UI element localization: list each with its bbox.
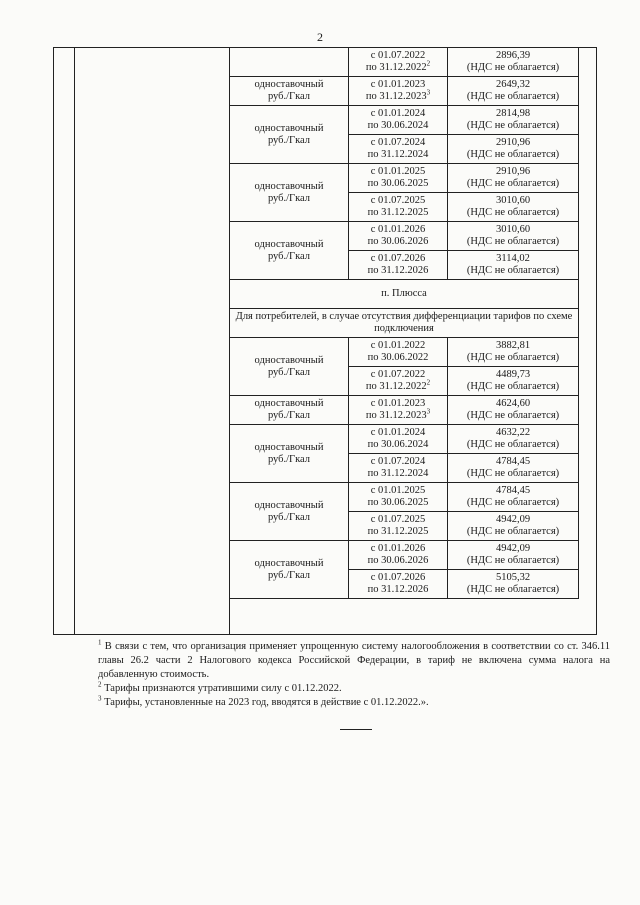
vat-note: (НДС не облагается) — [466, 120, 560, 131]
tariff-value: 4942,09 — [495, 514, 531, 525]
period-to: по 31.12.2026 — [367, 584, 429, 595]
period-cell — [349, 454, 448, 483]
vat-note: (НДС не облагается) — [466, 352, 560, 363]
period-from: с 01.07.2026 — [370, 253, 426, 264]
unit-cell — [230, 77, 349, 106]
footnote-ref: 2 — [426, 378, 431, 387]
vat-note: (НДС не облагается) — [466, 91, 560, 102]
period-from: с 01.01.2022 — [370, 340, 426, 351]
tariff-value: 2649,32 — [495, 79, 531, 90]
tariff-table — [229, 47, 579, 599]
tariff-value: 4942,09 — [495, 543, 531, 554]
tariff-value: 3882,81 — [495, 340, 531, 351]
table-row — [230, 338, 579, 367]
price-cell — [448, 106, 579, 135]
period-from: с 01.01.2026 — [370, 224, 426, 235]
period-to: по 30.06.2024 — [367, 439, 429, 450]
tariff-value: 4489,73 — [495, 369, 531, 380]
footnote-mark: 3 — [98, 694, 102, 703]
period-from: с 01.01.2024 — [370, 108, 426, 119]
tariff-type: одноставочный — [254, 398, 324, 409]
period-to: по 30.06.2026 — [367, 555, 429, 566]
footnote-ref: 3 — [426, 88, 431, 97]
footnote — [98, 640, 610, 682]
section-title: п. Плюсса — [230, 280, 579, 309]
price-cell — [448, 222, 579, 251]
period-to: по 30.06.2026 — [367, 236, 429, 247]
price-cell — [448, 164, 579, 193]
period-to: по 30.06.2025 — [367, 178, 429, 189]
vat-note: (НДС не облагается) — [466, 555, 560, 566]
footnote-text: Тарифы, установленные на 2023 год, вводятся в действие с 01.12.2022.». — [101, 697, 429, 708]
period-to: по 30.06.2024 — [367, 120, 429, 131]
period-cell — [349, 135, 448, 164]
unit-cell — [230, 338, 349, 396]
period-from: с 01.07.2022 — [370, 50, 426, 61]
section-subtitle-row — [230, 309, 579, 338]
footnote-ref: 2 — [426, 59, 431, 68]
price-cell — [448, 454, 579, 483]
page-number: 2 — [317, 30, 323, 44]
price-cell — [448, 48, 579, 77]
period-cell — [349, 541, 448, 570]
period-cell — [349, 77, 448, 106]
vat-note: (НДС не облагается) — [466, 497, 560, 508]
footnotes — [98, 640, 610, 710]
period-cell — [349, 512, 448, 541]
vat-note: (НДС не облагается) — [466, 265, 560, 276]
table-row — [230, 164, 579, 193]
tariff-type: одноставочный — [254, 79, 324, 90]
price-cell — [448, 570, 579, 599]
tariff-value: 2910,96 — [495, 137, 531, 148]
tariff-value: 2910,96 — [495, 166, 531, 177]
vat-note: (НДС не облагается) — [466, 381, 560, 392]
price-cell — [448, 512, 579, 541]
tariff-type: одноставочный — [254, 238, 324, 250]
unit-cell-empty — [230, 48, 349, 77]
unit-cell — [230, 483, 349, 541]
period-to: по 31.12.2026 — [367, 265, 429, 276]
table-row — [230, 483, 579, 512]
period-from: с 01.07.2022 — [370, 369, 426, 380]
vat-note: (НДС не облагается) — [466, 207, 560, 218]
tariff-unit: руб./Гкал — [267, 453, 311, 465]
period-to: по 31.12.2024 — [367, 149, 429, 160]
tariff-unit: руб./Гкал — [267, 366, 311, 378]
vat-note: (НДС не облагается) — [466, 410, 560, 421]
footnote-ref: 3 — [426, 407, 431, 416]
footnote-text: В связи с тем, что организация применяет упрощенную систему налогообложения в соответствии со ст. 346.11 главы 26.2 части 2 Налогового кодекса Российской Федерации, в тариф не включена сумма налога на добавленную стоимость. — [98, 641, 610, 680]
period-from: с 01.01.2024 — [370, 427, 426, 438]
price-cell — [448, 193, 579, 222]
footnote-mark: 2 — [98, 680, 102, 689]
tariff-value: 3010,60 — [495, 224, 531, 235]
price-cell — [448, 396, 579, 425]
period-cell — [349, 338, 448, 367]
tariff-type: одноставочный — [254, 122, 324, 134]
tariff-unit: руб./Гкал — [267, 91, 311, 102]
period-to: по 30.06.2022 — [367, 352, 429, 363]
vat-note: (НДС не облагается) — [466, 62, 560, 73]
tariff-value: 4784,45 — [495, 456, 531, 467]
period-to: по 31.12.2024 — [367, 468, 429, 479]
tariff-type: одноставочный — [254, 354, 324, 366]
period-to: по 31.12.2022 — [365, 381, 427, 392]
period-from: с 01.07.2024 — [370, 137, 426, 148]
period-cell — [349, 106, 448, 135]
vat-note: (НДС не облагается) — [466, 236, 560, 247]
period-from: с 01.01.2026 — [370, 543, 426, 554]
vat-note: (НДС не облагается) — [466, 468, 560, 479]
organization-column — [74, 48, 230, 634]
unit-cell — [230, 222, 349, 280]
period-cell — [349, 193, 448, 222]
period-to: по 31.12.2023 — [365, 91, 427, 102]
tariff-value: 4784,45 — [495, 485, 531, 496]
footnote — [98, 696, 610, 710]
period-from: с 01.01.2025 — [370, 485, 426, 496]
tariff-value: 5105,32 — [495, 572, 531, 583]
period-to: по 31.12.2025 — [367, 526, 429, 537]
price-cell — [448, 367, 579, 396]
period-cell — [349, 251, 448, 280]
period-from: с 01.07.2026 — [370, 572, 426, 583]
period-from: с 01.07.2025 — [370, 514, 426, 525]
period-cell — [349, 396, 448, 425]
period-to: по 31.12.2023 — [365, 410, 427, 421]
period-cell — [349, 367, 448, 396]
tariff-value: 3010,60 — [495, 195, 531, 206]
tariff-value: 2896,39 — [495, 50, 531, 61]
section-subtitle: Для потребителей, в случае отсутствия дифференциации тарифов по схеме подключения — [230, 309, 579, 338]
period-from: с 01.07.2025 — [370, 195, 426, 206]
section-title-row — [230, 280, 579, 309]
tariff-value: 2814,98 — [495, 108, 531, 119]
tariff-type: одноставочный — [254, 557, 324, 569]
period-from: с 01.07.2024 — [370, 456, 426, 467]
end-divider — [340, 729, 372, 730]
footnote-text: Тарифы признаются утратившими силу с 01.12.2022. — [101, 683, 342, 694]
price-cell — [448, 338, 579, 367]
footnote-mark: 1 — [98, 638, 102, 647]
period-to: по 30.06.2025 — [367, 497, 429, 508]
tariff-type: одноставочный — [254, 180, 324, 192]
tariff-unit: руб./Гкал — [267, 192, 311, 204]
price-cell — [448, 251, 579, 280]
tariff-unit: руб./Гкал — [267, 250, 311, 262]
tariff-unit: руб./Гкал — [267, 410, 311, 421]
period-cell — [349, 164, 448, 193]
vat-note: (НДС не облагается) — [466, 584, 560, 595]
vat-note: (НДС не облагается) — [466, 149, 560, 160]
table-row — [230, 77, 579, 106]
vat-note: (НДС не облагается) — [466, 439, 560, 450]
unit-cell — [230, 541, 349, 599]
unit-cell — [230, 396, 349, 425]
table-row — [230, 48, 579, 77]
price-cell — [448, 425, 579, 454]
period-from: с 01.01.2023 — [370, 398, 426, 409]
table-row — [230, 425, 579, 454]
period-from: с 01.01.2023 — [370, 79, 426, 90]
vat-note: (НДС не облагается) — [466, 526, 560, 537]
tariff-type: одноставочный — [254, 499, 324, 511]
price-cell — [448, 135, 579, 164]
period-cell — [349, 222, 448, 251]
period-cell — [349, 570, 448, 599]
tariff-value: 4632,22 — [495, 427, 531, 438]
period-to: по 31.12.2025 — [367, 207, 429, 218]
period-to: по 31.12.2022 — [365, 62, 427, 73]
price-cell — [448, 541, 579, 570]
tariff-unit: руб./Гкал — [267, 569, 311, 581]
tariff-type: одноставочный — [254, 441, 324, 453]
price-cell — [448, 483, 579, 512]
period-cell — [349, 48, 448, 77]
period-cell — [349, 425, 448, 454]
unit-cell — [230, 106, 349, 164]
unit-cell — [230, 164, 349, 222]
table-row — [230, 541, 579, 570]
tariff-value: 4624,60 — [495, 398, 531, 409]
price-cell — [448, 77, 579, 106]
period-cell — [349, 483, 448, 512]
period-from: с 01.01.2025 — [370, 166, 426, 177]
footnote — [98, 682, 610, 696]
row-number-column — [54, 48, 75, 634]
table-row — [230, 106, 579, 135]
tariff-value: 3114,02 — [496, 253, 530, 264]
vat-note: (НДС не облагается) — [466, 178, 560, 189]
tariff-unit: руб./Гкал — [267, 511, 311, 523]
unit-cell — [230, 425, 349, 483]
tariff-unit: руб./Гкал — [267, 134, 311, 146]
table-row — [230, 222, 579, 251]
table-row — [230, 396, 579, 425]
